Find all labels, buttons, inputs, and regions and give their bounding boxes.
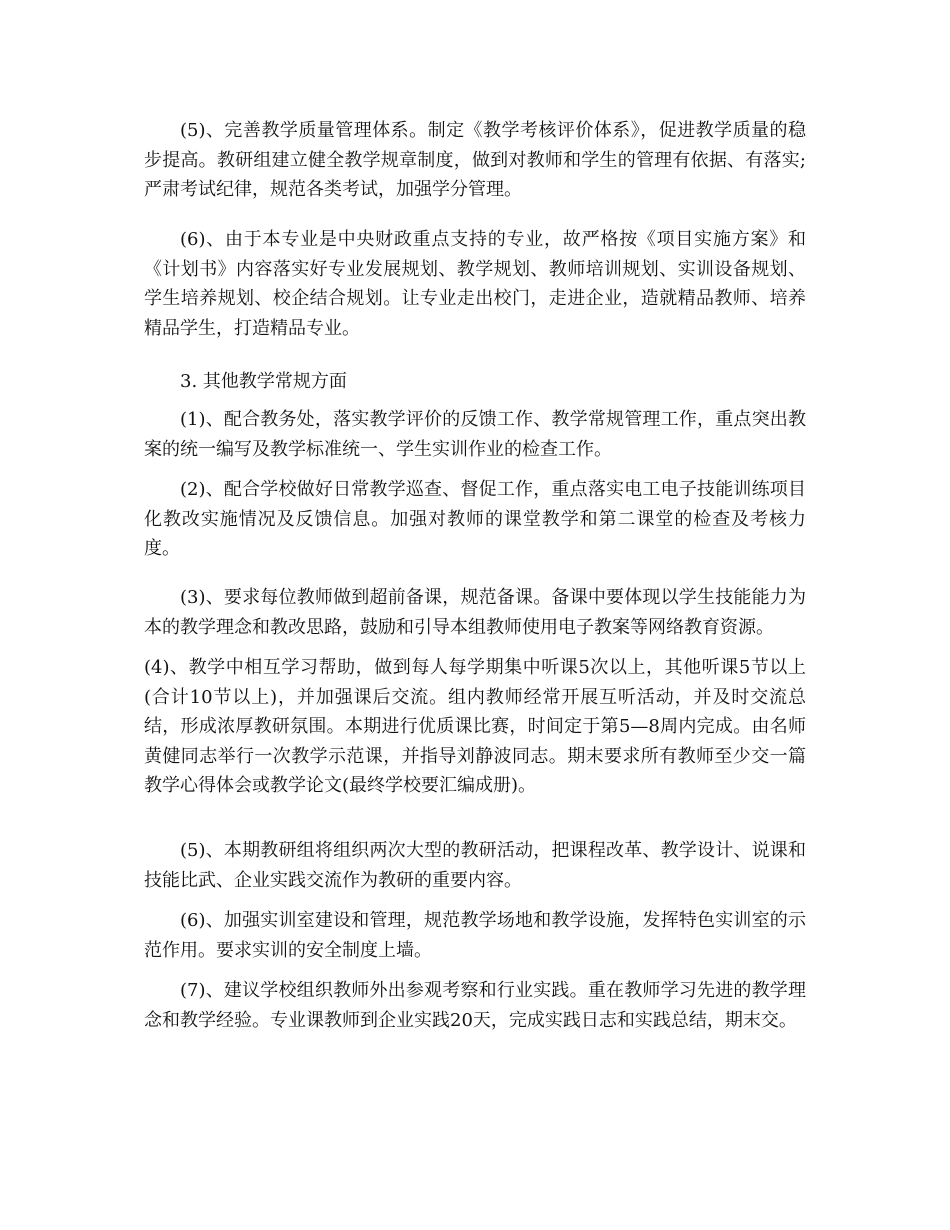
paragraph: (5)、完善教学质量管理体系。制定《教学考核评价体系》，促进教学质量的稳步提高。教研组建立健全教学规章制度，做到对教师和学生的管理有依据、有落实;严肃考试纪律，规范各类考试，加强学分管理。: [144, 120, 806, 200]
paragraph: (1)、配合教务处，落实教学评价的反馈工作、教学常规管理工作，重点突出教案的统一编写及教学标准统一、学生实训作业的检查工作。: [144, 409, 806, 460]
paragraph: (5)、本期教研组将组织两次大型的教研活动，把课程改革、教学设计、说课和技能比武、企业实践交流作为教研的重要内容。: [144, 840, 806, 891]
paragraph: (2)、配合学校做好日常教学巡查、督促工作，重点落实电工电子技能训练项目化教改实施情况及反馈信息。加强对教师的课堂教学和第二课堂的检查及考核力度。: [144, 479, 806, 559]
paragraph: (6)、加强实训室建设和管理，规范教学场地和教学设施，发挥特色实训室的示范作用。要求实训的安全制度上墙。: [144, 910, 806, 961]
paragraph: (7)、建议学校组织教师外出参观考察和行业实践。重在教师学习先进的教学理念和教学经验。专业课教师到企业实践20天，完成实践日志和实践总结，期末交。: [144, 980, 806, 1031]
paragraph: (6)、由于本专业是中央财政重点支持的专业，故严格按《项目实施方案》和《计划书》内容落实好专业发展规划、教学规划、教师培训规划、实训设备规划、学生培养规划、校企结合规划。让专业走出校门，走进企业，造就精品教师、培养精品学生，打造精品专业。: [144, 229, 806, 339]
paragraph: (3)、要求每位教师做到超前备课，规范备课。备课中要体现以学生技能能力为本的教学理念和教改思路，鼓励和引导本组教师使用电子教案等网络教育资源。: [144, 587, 806, 638]
paragraph: (4)、教学中相互学习帮助，做到每人每学期集中听课5次以上，其他听课5节以上(合计10节以上)，并加强课后交流。组内教师经常开展互听活动，并及时交流总结，形成浓厚教研氛围。本期进行优质课比赛，时间定于第5—8周内完成。由名师黄健同志举行一次教学示范课，并指导刘静波同志。期末要求所有教师至少交一篇教学心得体会或教学论文(最终学校要汇编成册)。: [144, 657, 806, 796]
section-heading: 3. 其他教学常规方面: [180, 371, 347, 392]
